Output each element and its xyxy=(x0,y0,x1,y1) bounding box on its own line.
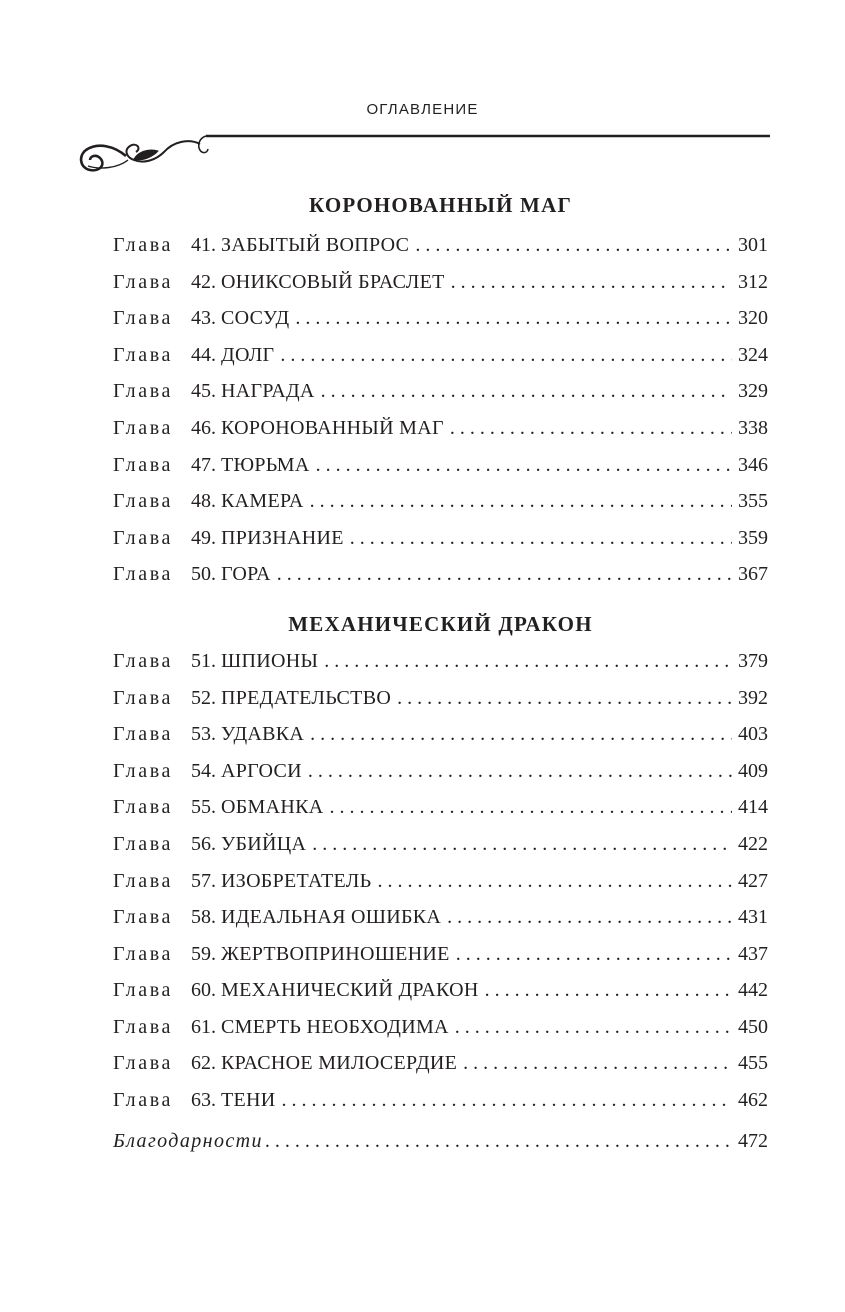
dot-leader xyxy=(321,373,732,410)
page-number: 379 xyxy=(738,649,768,672)
chapter-number: 62. xyxy=(191,1052,216,1075)
chapter-label: Глава xyxy=(113,234,173,256)
chapter-label: Глава xyxy=(113,723,173,746)
dot-leader xyxy=(450,410,732,447)
toc-entry-42[interactable] xyxy=(113,264,768,301)
toc-entry-60[interactable] xyxy=(113,972,768,1009)
dot-leader xyxy=(280,337,732,374)
chapter-label: Глава xyxy=(113,1052,173,1075)
toc-entry-58[interactable] xyxy=(113,899,768,936)
dot-leader xyxy=(282,1082,732,1119)
dot-leader xyxy=(377,863,732,900)
running-head: ОГЛАВЛЕНИЕ xyxy=(366,101,479,118)
page-number: 431 xyxy=(738,906,768,929)
chapter-label: Глава xyxy=(113,1089,173,1112)
chapter-title: ГОРА xyxy=(221,563,271,586)
dot-leader xyxy=(463,1045,732,1082)
toc-entry-54[interactable] xyxy=(113,753,768,790)
page-number: 409 xyxy=(738,759,768,782)
chapter-label: Глава xyxy=(113,270,173,293)
chapter-title: КАМЕРА xyxy=(221,490,304,513)
chapter-title: УДАВКА xyxy=(221,723,305,746)
page-number: 329 xyxy=(738,380,768,403)
chapter-number: 43. xyxy=(191,307,216,330)
chapter-number: 59. xyxy=(191,942,216,965)
chapter-label: Глава xyxy=(113,343,173,366)
acknowledgements-title: Благодарности xyxy=(113,1129,263,1152)
chapter-number: 60. xyxy=(191,979,216,1002)
dot-leader xyxy=(451,264,732,301)
chapter-label: Глава xyxy=(113,490,173,513)
toc-section-mechanical-dragon xyxy=(113,606,768,1119)
toc-entry-57[interactable] xyxy=(113,863,768,900)
chapter-label: Глава xyxy=(113,979,173,1002)
chapter-title: СОСУД xyxy=(221,307,290,330)
chapter-label: Глава xyxy=(113,1015,173,1038)
toc-entry-63[interactable] xyxy=(113,1082,768,1119)
page-number: 414 xyxy=(738,796,768,819)
toc-entry-48[interactable] xyxy=(113,483,768,520)
chapter-number: 48. xyxy=(191,490,216,513)
toc-entry-46[interactable] xyxy=(113,410,768,447)
chapter-title: ТЕНИ xyxy=(221,1089,276,1112)
chapter-label: Глава xyxy=(113,526,173,549)
page-number: 338 xyxy=(738,416,768,439)
chapter-number: 51. xyxy=(191,649,216,672)
page-number: 462 xyxy=(738,1089,768,1112)
chapter-number: 57. xyxy=(191,869,216,892)
chapter-title: ШПИОНЫ xyxy=(221,649,319,672)
chapter-number: 50. xyxy=(191,563,216,586)
chapter-number: 55. xyxy=(191,796,216,819)
page-number: 437 xyxy=(738,942,768,965)
page-number: 442 xyxy=(738,979,768,1002)
page-number: 355 xyxy=(738,490,768,513)
dot-leader xyxy=(329,789,732,826)
chapter-number: 61. xyxy=(191,1015,216,1038)
chapter-label: Глава xyxy=(113,649,173,672)
dot-leader xyxy=(310,483,732,520)
toc-entry-acknowledgements[interactable] xyxy=(113,1123,768,1159)
toc-entry-43[interactable] xyxy=(113,300,768,337)
chapter-title: ЖЕРТВОПРИНОШЕНИЕ xyxy=(221,942,450,965)
page-number: 450 xyxy=(738,1015,768,1038)
page-number: 312 xyxy=(738,270,768,293)
chapter-number: 47. xyxy=(191,453,216,476)
flourish-divider-icon xyxy=(78,126,770,174)
toc-entry-45[interactable] xyxy=(113,373,768,410)
page-number: 472 xyxy=(738,1129,768,1152)
dot-leader xyxy=(485,972,732,1009)
section-title: МЕХАНИЧЕСКИЙ ДРАКОН xyxy=(288,611,593,636)
page-number: 392 xyxy=(738,686,768,709)
dot-leader xyxy=(310,716,732,753)
page-number: 301 xyxy=(738,234,768,256)
page-number: 403 xyxy=(738,723,768,746)
toc-entry-56[interactable] xyxy=(113,826,768,863)
chapter-label: Глава xyxy=(113,832,173,855)
chapter-number: 44. xyxy=(191,343,216,366)
dot-leader xyxy=(324,643,732,680)
toc-entry-44[interactable] xyxy=(113,337,768,374)
dot-leader xyxy=(397,680,732,717)
chapter-number: 53. xyxy=(191,723,216,746)
dot-leader xyxy=(447,899,732,936)
toc-entry-59[interactable] xyxy=(113,936,768,973)
dot-leader xyxy=(265,1123,732,1159)
chapter-number: 58. xyxy=(191,906,216,929)
toc-entry-55[interactable] xyxy=(113,789,768,826)
toc-entry-41[interactable] xyxy=(113,227,768,264)
toc-entry-49[interactable] xyxy=(113,520,768,557)
chapter-label: Глава xyxy=(113,416,173,439)
dot-leader xyxy=(415,227,732,264)
chapter-label: Глава xyxy=(113,563,173,586)
chapter-title: КРАСНОЕ МИЛОСЕРДИЕ xyxy=(221,1052,458,1075)
page-number: 320 xyxy=(738,307,768,330)
chapter-label: Глава xyxy=(113,869,173,892)
toc-entry-47[interactable] xyxy=(113,447,768,484)
chapter-number: 49. xyxy=(191,526,216,549)
toc-entry-62[interactable] xyxy=(113,1045,768,1082)
toc-entry-52[interactable] xyxy=(113,680,768,717)
chapter-number: 45. xyxy=(191,380,216,403)
dot-leader xyxy=(350,520,732,557)
chapter-number: 54. xyxy=(191,759,216,782)
dot-leader xyxy=(316,447,732,484)
chapter-title: ИЗОБРЕТАТЕЛЬ xyxy=(221,869,372,892)
page-number: 427 xyxy=(738,869,768,892)
chapter-title: ТЮРЬМА xyxy=(221,453,310,476)
chapter-number: 42. xyxy=(191,270,216,293)
toc-section-crowned-mage xyxy=(113,187,768,593)
chapter-title: СМЕРТЬ НЕОБХОДИМА xyxy=(221,1015,449,1038)
page-number: 346 xyxy=(738,453,768,476)
dot-leader xyxy=(295,300,732,337)
chapter-label: Глава xyxy=(113,759,173,782)
chapter-number: 63. xyxy=(191,1089,216,1112)
chapter-number: 41. xyxy=(191,234,216,256)
toc-entry-50[interactable] xyxy=(113,556,768,593)
chapter-title: ОНИКСОВЫЙ БРАСЛЕТ xyxy=(221,270,445,293)
chapter-title: ДОЛГ xyxy=(221,343,275,366)
chapter-title: ОБМАНКА xyxy=(221,796,324,819)
chapter-title: ЗАБЫТЫЙ ВОПРОС xyxy=(221,234,410,256)
chapter-label: Глава xyxy=(113,942,173,965)
chapter-title: МЕХАНИЧЕСКИЙ ДРАКОН xyxy=(221,979,479,1002)
chapter-title: ПРЕДАТЕЛЬСТВО xyxy=(221,686,392,709)
chapter-title: ПРИЗНАНИЕ xyxy=(221,526,344,549)
dot-leader xyxy=(312,826,732,863)
chapter-number: 46. xyxy=(191,416,216,439)
chapter-number: 52. xyxy=(191,686,216,709)
chapter-title: ИДЕАЛЬНАЯ ОШИБКА xyxy=(221,906,442,929)
chapter-number: 56. xyxy=(191,832,216,855)
chapter-label: Глава xyxy=(113,307,173,330)
chapter-label: Глава xyxy=(113,906,173,929)
chapter-title: КОРОНОВАННЫЙ МАГ xyxy=(221,416,444,439)
page-number: 422 xyxy=(738,832,768,855)
chapter-label: Глава xyxy=(113,796,173,819)
page-number: 324 xyxy=(738,343,768,366)
page-number: 359 xyxy=(738,526,768,549)
chapter-title: НАГРАДА xyxy=(221,380,315,403)
toc-entry-51[interactable] xyxy=(113,643,768,680)
dot-leader xyxy=(456,936,732,973)
chapter-title: УБИЙЦА xyxy=(221,832,307,855)
section-title: КОРОНОВАННЫЙ МАГ xyxy=(308,193,573,217)
dot-leader xyxy=(277,556,732,593)
chapter-label: Глава xyxy=(113,380,173,403)
page-number: 455 xyxy=(738,1052,768,1075)
chapter-label: Глава xyxy=(113,686,173,709)
chapter-title: АРГОСИ xyxy=(221,759,302,782)
dot-leader xyxy=(455,1009,732,1046)
dot-leader xyxy=(308,753,732,790)
page-number: 367 xyxy=(738,563,768,586)
toc-entry-53[interactable] xyxy=(113,716,768,753)
chapter-label: Глава xyxy=(113,453,173,476)
table-of-contents xyxy=(113,187,768,1159)
toc-entry-61[interactable] xyxy=(113,1009,768,1046)
